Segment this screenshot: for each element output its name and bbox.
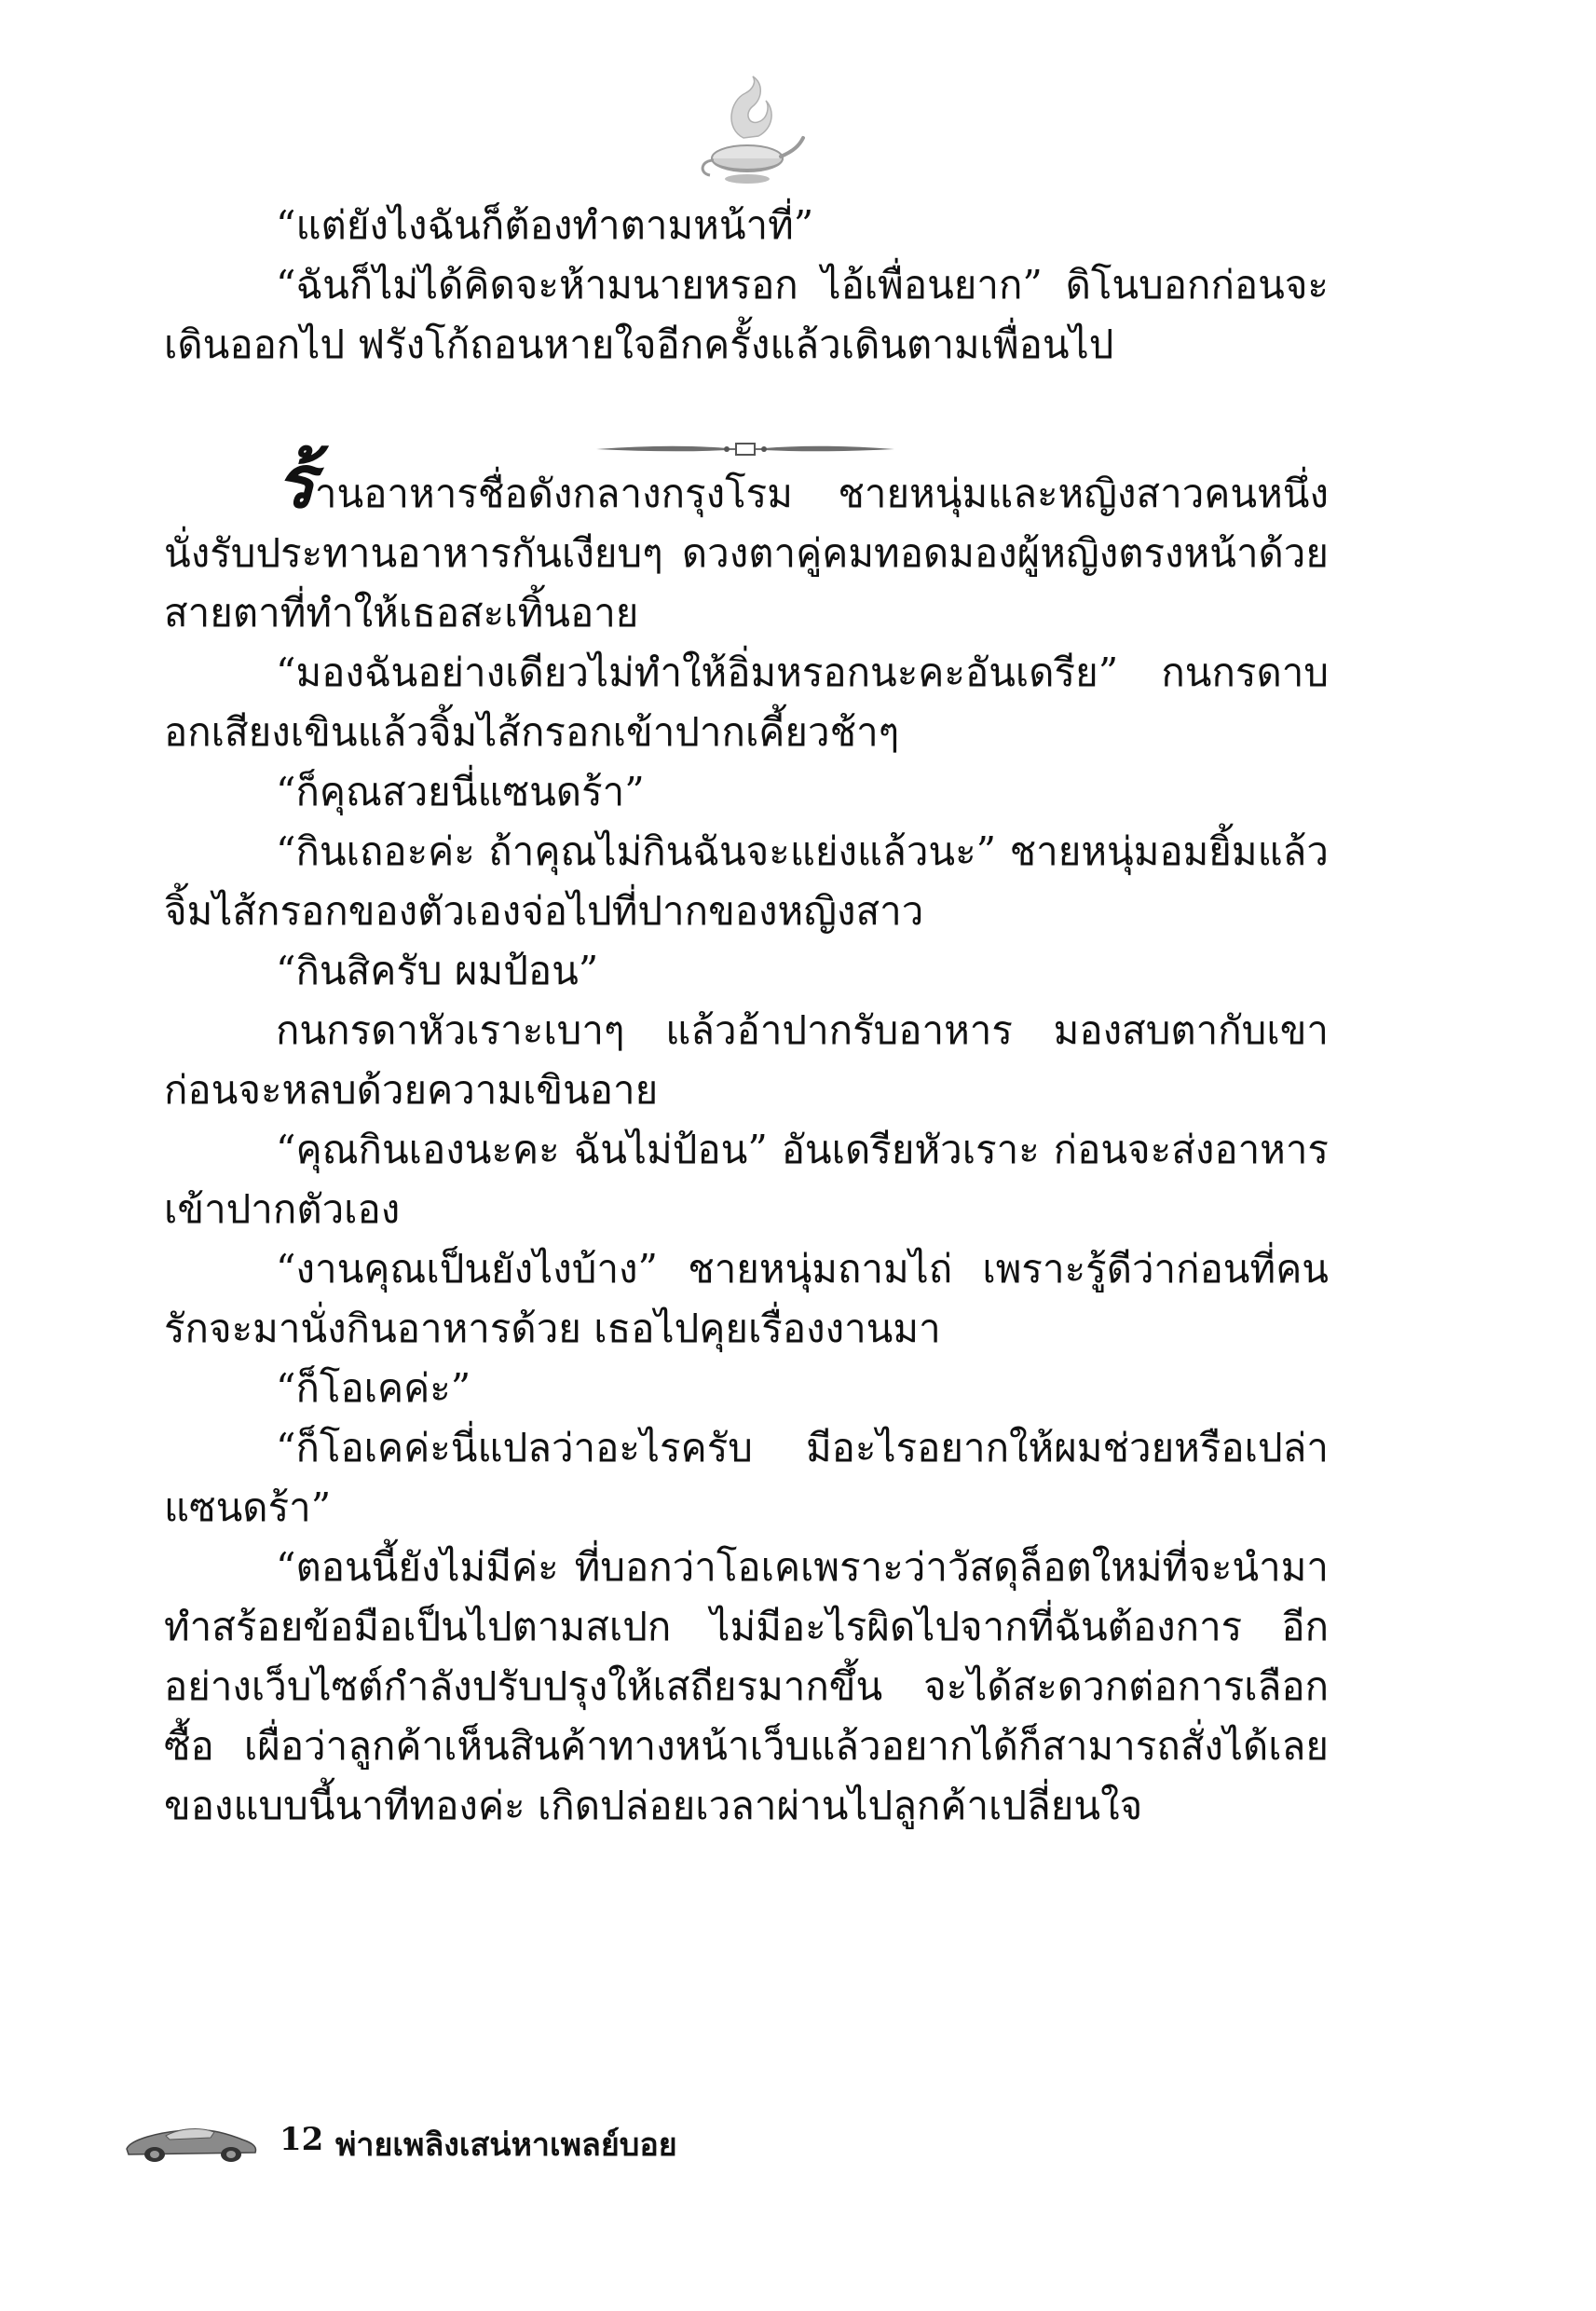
paragraph: “กินสิครับ ผมป้อน” <box>276 948 599 993</box>
book-title: พ่ายเพลิงเสน่หาเพลย์บอย <box>335 2126 677 2164</box>
paragraph: “ก็คุณสวยนี่แซนดร้า” <box>276 769 645 814</box>
drop-cap: ร้ <box>276 440 315 525</box>
paragraph: “มองฉันอย่างเดียวไม่ทำให้อิ่มหรอกนะคะอันเดรีย” กนกรดาบอกเสียงเขินแล้วจิ้มไส้กรอกเข้าปากเคี้ยวช้าๆ <box>164 650 1329 755</box>
body-text <box>164 196 1329 1836</box>
page-number: 12 <box>280 2121 324 2158</box>
genie-lamp-icon <box>688 73 809 194</box>
section-first-paragraph <box>164 440 1329 643</box>
paragraph: “ก็โอเคค่ะนี่แปลว่าอะไรครับ มีอะไรอยากให้ผมช่วยหรือเปล่าแซนดร้า” <box>164 1425 1329 1530</box>
paragraph-text: านอาหารชื่อดังกลางกรุงโรม ชายหนุ่มและหญิงสาวคนหนึ่งนั่งรับประทานอาหารกันเงียบๆ ดวงตาคู่คมทอดมองผู้หญิงตรงหน้าด้วยสายตาที่ทำให้เธอสะเทิ้นอาย <box>164 471 1329 636</box>
paragraph: “คุณกินเองนะคะ ฉันไม่ป้อน” อันเดรียหัวเราะ ก่อนจะส่งอาหารเข้าปากตัวเอง <box>164 1127 1329 1232</box>
page-footer <box>121 2113 960 2169</box>
paragraph: “กินเถอะค่ะ ถ้าคุณไม่กินฉันจะแย่งแล้วนะ” ชายหนุ่มอมยิ้มแล้วจิ้มไส้กรอกของตัวเองจ่อไปที่ปากของหญิงสาว <box>164 828 1329 934</box>
paragraph: “ตอนนี้ยังไม่มีค่ะ ที่บอกว่าโอเคเพราะว่าวัสดุล็อตใหม่ที่จะนำมาทำสร้อยข้อมือเป็นไปตามสเปก ไม่มีอะไรผิดไปจากที่ฉันต้องการ อีกอย่างเว็บไซต์กำลังปรับปรุงให้เสถียรมากขึ้น จะได้สะดวกต่อการเลือกซื้อ เผื่อว่าลูกค้าเห็นสินค้าทางหน้าเว็บแล้วอยากได้ก็สามารถสั่งได้เลย ของแบบนี้นาทีทองค่ะ เกิดปล่อยเวลาผ่านไปลูกค้าเปลี่ยนใจ <box>164 1544 1329 1828</box>
paragraph: “ฉันก็ไม่ได้คิดจะห้ามนายหรอก ไอ้เพื่อนยาก” ดิโนบอกก่อนจะเดินออกไป ฟรังโก้ถอนหายใจอีกครั้งแล้วเดินตามเพื่อนไป <box>164 262 1329 367</box>
paragraph: “แต่ยังไงฉันก็ต้องทำตามหน้าที่” <box>276 202 814 248</box>
sports-car-icon <box>121 2115 261 2164</box>
paragraph: “ก็โอเคค่ะ” <box>276 1365 471 1411</box>
paragraph: กนกรดาหัวเราะเบาๆ แล้วอ้าปากรับอาหาร มองสบตากับเขาก่อนจะหลบด้วยความเขินอาย <box>164 1007 1329 1113</box>
paragraph: “งานคุณเป็นยังไงบ้าง” ชายหนุ่มถามไถ่ เพราะรู้ดีว่าก่อนที่คนรักจะมานั่งกินอาหารด้วย เธอไปคุยเรื่องงานมา <box>164 1246 1329 1351</box>
section-gap <box>164 375 1329 464</box>
